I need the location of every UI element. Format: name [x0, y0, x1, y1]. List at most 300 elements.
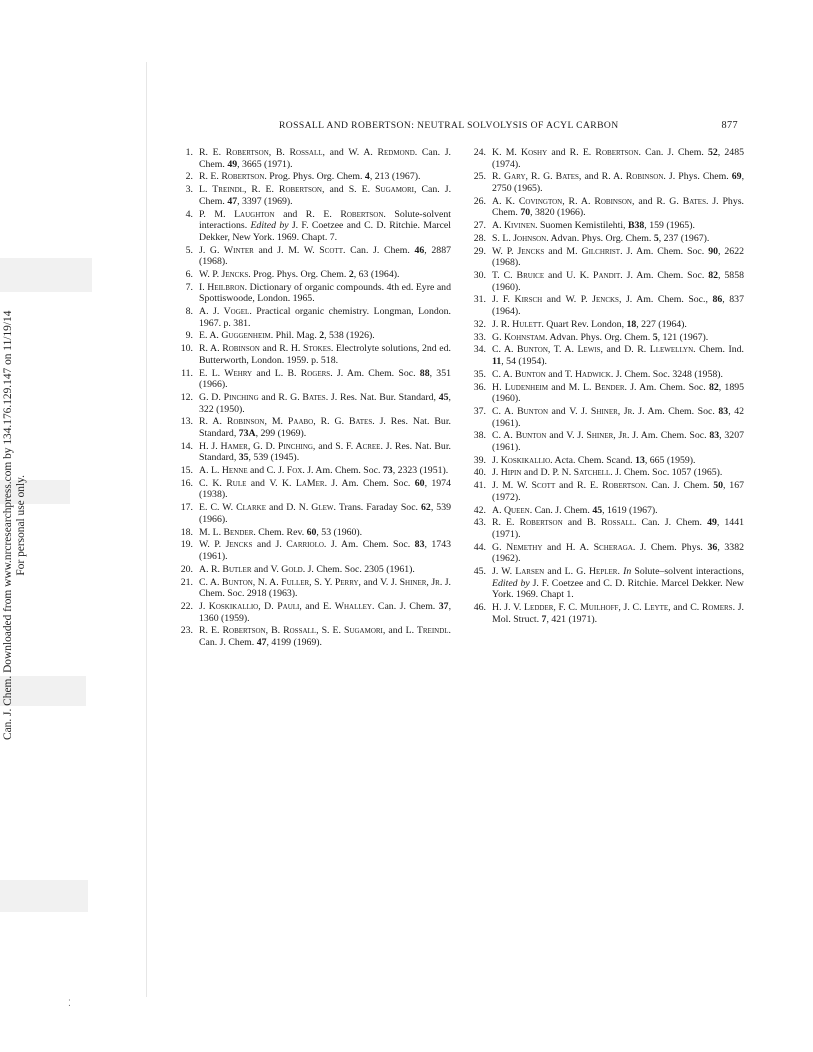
reference-number: 44. — [473, 541, 486, 553]
reference-text: and — [521, 467, 541, 479]
reference-number: 1. — [185, 147, 193, 158]
reference-number: 31. — [473, 294, 486, 306]
reference-number: 12. — [180, 391, 193, 403]
reference-text: and — [259, 343, 280, 355]
reference-text: , 1619 (1967). — [602, 504, 658, 516]
reference-entry — [468, 542, 744, 565]
reference-author: R. E. Robertson, B. Rossall, S. E. Sugamori, — [199, 625, 386, 637]
reference-entry — [468, 566, 744, 601]
reference-author: M. L. Bender — [568, 381, 625, 393]
reference-text: , 539 (1945). — [248, 452, 300, 464]
reference-author: C. A. Bunton — [492, 430, 547, 442]
reference-entry — [175, 330, 451, 342]
reference-volume: 83 — [709, 430, 720, 442]
reference-author: V. J. Shiner, Jr — [566, 430, 627, 442]
reference-volume: B38 — [627, 220, 645, 232]
reference-volume: 45 — [438, 391, 449, 403]
reference-text: and — [247, 465, 267, 477]
reference-volume: 5 — [652, 331, 658, 343]
reference-number: 7. — [185, 281, 193, 293]
reference-author: C. A. Bunton, T. A. Lewis, — [492, 344, 603, 356]
reference-author: A. L. Henne — [199, 465, 248, 477]
reference-volume: 35 — [238, 452, 249, 464]
reference-author: J. F. Kirsch — [492, 294, 543, 306]
scan-artifact — [0, 880, 88, 912]
reference-text: . Suomen Kemistilehti, — [535, 220, 628, 232]
reference-author: C. A. Bunton, N. A. Fuller, S. Y. Perry, — [199, 576, 362, 588]
reference-text: . J. Res. Nat. Bur. Standard, — [199, 440, 452, 464]
reference-text: , 54 (1954). — [501, 355, 547, 367]
watermark-line-1: Can. J. Chem. Downloaded from www.nrcresearchpress.com by 134.176.129.147 on 11/19/14 — [2, 310, 14, 740]
reference-text: , 4199 (1969). — [266, 636, 323, 648]
reference-number: 42. — [473, 504, 486, 516]
reference-author: V. K. LaMer — [269, 477, 325, 489]
reference-entry — [175, 625, 451, 648]
reference-author: H. Ludenheim — [492, 381, 549, 393]
reference-text: , 2887 (1968). — [199, 244, 452, 268]
reference-number: 10. — [180, 343, 193, 355]
reference-text: , 3665 (1971). — [237, 158, 293, 170]
reference-text: , 121 (1967). — [657, 331, 709, 343]
reference-volume: 18 — [626, 318, 637, 330]
reference-author: D. N. Glew — [286, 502, 334, 514]
reference-volume: 45 — [592, 504, 603, 516]
reference-text: . J. Mol. Struct. — [492, 602, 745, 625]
reference-text: , 159 (1965). — [644, 220, 695, 232]
reference-author: R. A. Robinson — [199, 343, 260, 355]
reference-number: 18. — [180, 526, 193, 538]
reference-text: and — [324, 147, 349, 158]
reference-entry — [175, 368, 451, 391]
reference-text: and — [545, 368, 565, 380]
reference-text: and — [581, 171, 602, 183]
reference-text: , 3820 (1966). — [530, 207, 586, 219]
reference-text: . Can. J. Chem. — [343, 244, 415, 256]
reference-text: . Electrolyte solutions, 2nd ed. Butterworth, London. 1959. p. 518. — [199, 343, 451, 366]
reference-text: . J. Res. Nat. Bur. Standard, — [199, 416, 451, 439]
reference-entry — [175, 416, 451, 439]
reference-text: and — [274, 208, 306, 220]
reference-author: R. Gary, R. G. Bates, — [492, 171, 582, 183]
reference-text: and — [634, 195, 657, 207]
reference-author: H. J. V. Ledder, F. C. Muilhoff, J. C. Leyte, — [492, 602, 671, 614]
reference-text: and — [562, 517, 587, 529]
running-title: ROSSALL AND ROBERTSON: NEUTRAL SOLVOLYSIS OF ACYL CARBON — [279, 120, 619, 131]
reference-text: , 322 (1950). — [199, 391, 451, 415]
reference-volume: 69 — [731, 171, 742, 183]
reference-text: . Phil. Mag. — [270, 330, 320, 342]
reference-number: 36. — [473, 381, 486, 393]
reference-text: . Solute-solvent interactions. — [199, 208, 451, 232]
reference-author: A. R. Butler — [199, 563, 252, 575]
reference-author: E. C. W. Clarke — [199, 502, 266, 514]
reference-number: 39. — [473, 454, 486, 466]
reference-author: T. C. Bruice — [492, 270, 545, 282]
page-number: 877 — [721, 120, 738, 131]
reference-number: 33. — [473, 331, 486, 343]
reference-text: . Can. J. Chem. — [371, 600, 439, 612]
reference-entry — [175, 577, 451, 600]
reference-text: . J. Am. Chem. Soc. — [620, 245, 709, 257]
reference-author: A. J. Vogel — [199, 306, 250, 318]
reference-author: W. P. Jencks — [199, 268, 249, 280]
reference-text: and — [670, 602, 691, 614]
reference-author: C. K. Rule — [199, 477, 247, 489]
reference-volume: 62 — [421, 502, 431, 514]
reference-text: , 3207 (1961). — [492, 430, 744, 453]
reference-author: L. G. Hepler — [564, 566, 618, 578]
reference-author: M. Gilchrist — [566, 245, 621, 257]
reference-text: , 1895 (1960). — [492, 381, 745, 405]
reference-text: and — [542, 294, 566, 306]
reference-text: , 63 (1964). — [353, 268, 400, 280]
reference-volume: 60 — [414, 477, 425, 489]
scan-artifact — [0, 258, 92, 292]
reference-text: , 837 (1964). — [492, 294, 744, 318]
reference-author: R. E. Robertson — [492, 517, 563, 529]
reference-text: , 421 (1971). — [546, 613, 598, 625]
reference-text: Solute–solvent interactions, — [631, 566, 744, 578]
reference-text: . J. Chem. Phys. — [632, 541, 708, 553]
download-watermark — [2, 311, 27, 740]
reference-entry — [468, 294, 744, 317]
reference-text: , 2622 (1968). — [492, 245, 745, 269]
reference-entry — [468, 233, 744, 245]
reference-text: and — [544, 566, 565, 578]
reference-number: 5. — [185, 244, 193, 256]
reference-entry — [468, 505, 744, 517]
reference-author: C. J. Fox — [266, 465, 303, 477]
reference-text: , 213 (1967). — [369, 171, 421, 183]
reference-author: H. A. Scheraga — [565, 541, 633, 553]
reference-number: 41. — [473, 480, 486, 492]
reference-text: . Prog. Phys. Org. Chem. — [248, 268, 349, 280]
reference-number: 25. — [473, 171, 486, 183]
reference-text: . J. Chem. Soc. 2305 (1961). — [302, 563, 415, 575]
reference-author: A. Queen — [492, 504, 530, 516]
reference-text: , 2323 (1951). — [392, 465, 449, 477]
reference-author: R. E. Robertson — [577, 480, 646, 492]
reference-text: , 1743 (1961). — [199, 539, 452, 562]
reference-volume: 70 — [520, 207, 531, 219]
reference-text: , 227 (1964). — [636, 318, 687, 330]
reference-text: . J. Res. Nat. Bur. Standard, — [325, 391, 439, 403]
reference-text: , 1441 (1971). — [492, 517, 744, 540]
reference-text: . Can. J. Chem. — [199, 625, 451, 648]
reference-author: W. P. Jencks — [565, 294, 619, 306]
reference-text: and — [542, 541, 566, 553]
reference-text: . Advan. Phys. Org. Chem. — [545, 331, 653, 343]
reference-text: and — [544, 270, 567, 282]
reference-text: , 237 (1967). — [658, 232, 710, 244]
reference-volume: 82 — [708, 270, 719, 282]
reference-text: and — [547, 147, 570, 158]
reference-author: E. A. Guggenheim — [199, 330, 271, 342]
reference-entry — [175, 245, 451, 268]
reference-text: . Practical organic chemistry. Longman, London. 1967. p. 381. — [199, 306, 451, 329]
reference-volume: 83 — [718, 405, 729, 417]
reference-text: . — [617, 566, 624, 578]
reference-text: and — [253, 244, 278, 256]
reference-number: 27. — [473, 220, 486, 232]
reference-volume: 73A — [238, 427, 256, 439]
reference-text: , 53 (1960). — [316, 526, 363, 538]
reference-volume: 7 — [541, 613, 547, 625]
reference-text: . Advan. Phys. Org. Chem. — [546, 232, 654, 244]
reference-author: P. M. Laughton — [199, 208, 275, 220]
reference-number: 43. — [473, 517, 486, 529]
reference-text: , 167 (1972). — [492, 480, 744, 503]
reference-author: J. W. Larsen — [492, 566, 545, 578]
reference-text: . J. Phys. Chem. — [492, 195, 744, 219]
reference-entry — [175, 282, 451, 305]
reference-author: J. R. Hulett — [492, 318, 542, 330]
reference-text: . J. Am. Chem. Soc. — [620, 270, 709, 282]
reference-number: 2. — [185, 171, 193, 183]
reference-volume: 2 — [348, 268, 354, 280]
reference-entry — [468, 220, 744, 232]
reference-volume: 86 — [712, 294, 723, 306]
reference-volume: 83 — [414, 539, 425, 551]
reference-number: 19. — [180, 539, 193, 551]
reference-number: 34. — [473, 344, 486, 356]
reference-text: . Can. J. Chem. — [645, 480, 714, 492]
reference-entry — [468, 319, 744, 331]
reference-text: . Can. J. Chem. — [633, 517, 708, 529]
reference-text: . J. Am. Chem. Soc. — [626, 430, 710, 442]
reference-entry — [468, 344, 744, 367]
reference-volume: 46 — [414, 244, 425, 256]
reference-text: . J. Am. Chem. Soc. — [624, 381, 709, 393]
reference-volume: 37 — [438, 600, 449, 612]
reference-author: L. Treindl, R. E. Robertson, — [199, 184, 325, 196]
reference-text: , J. Am. Chem. Soc., — [618, 294, 713, 306]
reference-text: . Can. J. Chem. — [529, 504, 593, 516]
reference-author: R. G. Bates — [656, 195, 706, 207]
reference-volume: 36 — [707, 541, 718, 553]
reference-author: V. Gold — [270, 563, 303, 575]
watermark-line-2: For personal use only. — [14, 475, 27, 576]
reference-author: R. E. Robertson — [199, 171, 265, 183]
reference-author: T. Hadwick — [564, 368, 611, 380]
reference-entry — [468, 369, 744, 381]
reference-text: and — [246, 477, 270, 489]
reference-author: E. L. Wehry — [199, 367, 253, 379]
reference-text: and — [385, 625, 406, 637]
reference-text: and — [301, 600, 323, 612]
reference-volume: 52 — [707, 147, 718, 158]
reference-number: 4. — [185, 208, 193, 220]
reference-entry — [175, 306, 451, 329]
reference-text: , 1360 (1959). — [199, 600, 452, 624]
reference-number: 14. — [180, 440, 193, 452]
reference-text: . Can. J. Chem. — [638, 147, 708, 158]
reference-number: 46. — [473, 602, 486, 614]
reference-number: 22. — [180, 600, 193, 612]
reference-text: . J. Am. Chem. Soc. — [323, 539, 415, 551]
reference-volume: 49 — [707, 517, 717, 529]
reference-author: J. M. W. Scott — [277, 244, 344, 256]
reference-number: 13. — [180, 416, 193, 428]
reference-text: and — [544, 245, 567, 257]
reference-text: and — [265, 502, 287, 514]
reference-text: J. F. Coetzee and C. D. Ritchie. Marcel Dekker, New York. 1969. Chapt. 7. — [199, 220, 451, 243]
reference-author: J. Koskikallio, D. Pauli, — [199, 600, 302, 612]
reference-author: D. P. N. Satchell — [540, 467, 611, 479]
reference-text: . J. Am. Chem. Soc. — [632, 405, 719, 417]
reference-author: E. Whalley — [322, 600, 372, 612]
reference-volume: 2 — [319, 330, 325, 342]
reference-author: J. G. Winter — [199, 244, 254, 256]
reference-number: 11. — [181, 367, 193, 379]
reference-entry — [175, 527, 451, 539]
reference-text: and — [548, 405, 570, 417]
reference-text: J. F. Coetzee and C. D. Ritchie. Marcel Dekker. New York. 1969. Chapt 1. — [492, 577, 744, 601]
reference-author: G. Nemethy — [492, 541, 543, 553]
reference-entry — [468, 602, 744, 625]
reference-author: S. L. Johnson — [492, 232, 547, 244]
reference-number: 8. — [185, 306, 193, 318]
references-right-column — [468, 147, 744, 626]
reference-text: . Chem. Ind. — [693, 344, 744, 356]
reference-number: 38. — [473, 430, 486, 442]
reference-entry — [175, 147, 451, 170]
reference-text: , 42 (1961). — [492, 405, 744, 429]
reference-entry — [468, 382, 744, 405]
reference-volume: 90 — [708, 245, 718, 257]
reference-text: and — [361, 576, 381, 588]
reference-author: J. Hipin — [492, 467, 522, 479]
reference-author: V. J. Shiner, Jr — [380, 576, 440, 588]
references-left-column — [175, 147, 451, 650]
reference-text: . Quart Rev. London, — [541, 318, 627, 330]
reference-entry — [468, 455, 744, 467]
reference-entry — [175, 184, 451, 207]
reference-volume: 88 — [419, 367, 430, 379]
reference-author: S. E. Sugamori — [348, 184, 414, 196]
reference-text: , 1974 (1938). — [199, 477, 451, 501]
reference-text: . Acta. Chem. Scand. — [550, 454, 636, 466]
reference-entry — [468, 430, 744, 453]
reference-volume: 73 — [382, 465, 393, 477]
reference-number: 20. — [180, 563, 193, 575]
reference-text: , 351 (1966). — [199, 367, 451, 391]
reference-text: . J. Am. Chem. Soc. — [324, 477, 415, 489]
reference-author: R. G. Bates — [278, 391, 326, 403]
reference-text: and — [252, 367, 275, 379]
reference-author: A. K. Covington, R. A. Robinson, — [492, 195, 635, 207]
reference-number: 15. — [180, 465, 193, 477]
reference-text: and — [548, 381, 569, 393]
reference-text: and — [324, 184, 349, 196]
reference-author: I. Heilbron — [199, 281, 245, 293]
reference-text: . Dictionary of organic compounds. 4th ed. Eyre and Spottiswoode, London. 1965. — [199, 281, 451, 305]
reference-text: , 539 (1966). — [199, 502, 451, 525]
reference-entry — [468, 147, 744, 170]
reference-number: 28. — [473, 232, 486, 244]
reference-author: R. E. Robertson, B. Rossall, — [199, 147, 325, 158]
reference-entry — [175, 171, 451, 183]
reference-author: K. M. Koshy — [492, 147, 548, 158]
reference-text: and — [251, 563, 271, 575]
reference-entry — [175, 441, 451, 464]
reference-text: , 538 (1926). — [324, 330, 375, 342]
reference-text: , 665 (1959). — [644, 454, 696, 466]
reference-italic: Edited by — [492, 577, 530, 589]
reference-volume: 11 — [492, 355, 502, 367]
reference-entry — [175, 392, 451, 415]
reference-italic: In — [623, 566, 632, 578]
reference-text: and — [258, 391, 279, 403]
reference-entry — [468, 517, 744, 540]
reference-entry — [468, 196, 744, 219]
reference-number: 21. — [180, 576, 193, 588]
reference-volume: 50 — [713, 480, 724, 492]
reference-entry — [175, 269, 451, 281]
reference-volume: 13 — [635, 454, 645, 466]
reference-number: 30. — [473, 270, 486, 282]
reference-text: , 3397 (1969). — [237, 195, 293, 207]
reference-author: R. H. Stokes — [279, 343, 331, 355]
reference-number: 9. — [185, 330, 193, 342]
reference-text: , 2485 (1974). — [492, 147, 744, 170]
reference-author: M. L. Bender — [199, 526, 254, 538]
reference-entry — [468, 480, 744, 503]
reference-entry — [468, 467, 744, 479]
reference-number: 26. — [473, 195, 486, 207]
reference-volume: 82 — [708, 381, 719, 393]
reference-author: S. F. Acree — [335, 440, 381, 452]
reference-entry — [175, 209, 451, 244]
reference-author: B. Rossall — [586, 517, 634, 529]
reference-author: V. J. Shiner, Jr — [569, 405, 633, 417]
reference-entry — [175, 343, 451, 366]
reference-number: 16. — [180, 477, 193, 489]
reference-text: , 5858 (1960). — [492, 270, 745, 293]
reference-text: . Chem. Rev. — [253, 526, 307, 538]
reference-text: . Trans. Faraday Soc. — [333, 502, 422, 514]
reference-number: 40. — [473, 467, 486, 479]
reference-entry — [175, 465, 451, 477]
reference-text: , 2750 (1965). — [492, 171, 745, 194]
reference-entry — [175, 478, 451, 501]
reference-text: and — [315, 440, 336, 452]
scan-mark: ⁚ — [68, 998, 71, 1008]
reference-text: . J. Chem. Soc. 2918 (1963). — [199, 576, 451, 600]
reference-text: and — [603, 344, 625, 356]
reference-volume: 60 — [306, 526, 317, 538]
reference-author: G. Kohnstam — [492, 331, 546, 343]
reference-text: , 299 (1969). — [255, 427, 307, 439]
reference-text: , Can. J. Chem. — [199, 184, 452, 207]
reference-author: R. A. Robinson, M. Paabo, R. G. Bates — [199, 416, 373, 428]
reference-number: 23. — [180, 625, 193, 637]
reference-author: W. P. Jencks — [492, 245, 545, 257]
reference-text: . J. Chem. Soc. 3248 (1958). — [610, 368, 723, 380]
reference-number: 45. — [473, 566, 486, 578]
reference-author: L. Treindl — [405, 625, 449, 637]
reference-text: , 3382 (1962). — [492, 541, 744, 565]
reference-number: 37. — [473, 405, 486, 417]
page-margin-rule — [146, 62, 147, 997]
reference-number: 24. — [473, 147, 486, 158]
reference-number: 17. — [180, 502, 193, 514]
reference-text: . Prog. Phys. Org. Chem. — [264, 171, 365, 183]
reference-volume: 47 — [227, 195, 238, 207]
reference-italic: Edited by — [250, 220, 289, 232]
reference-author: U. K. Pandit — [566, 270, 621, 282]
reference-entry — [468, 406, 744, 429]
